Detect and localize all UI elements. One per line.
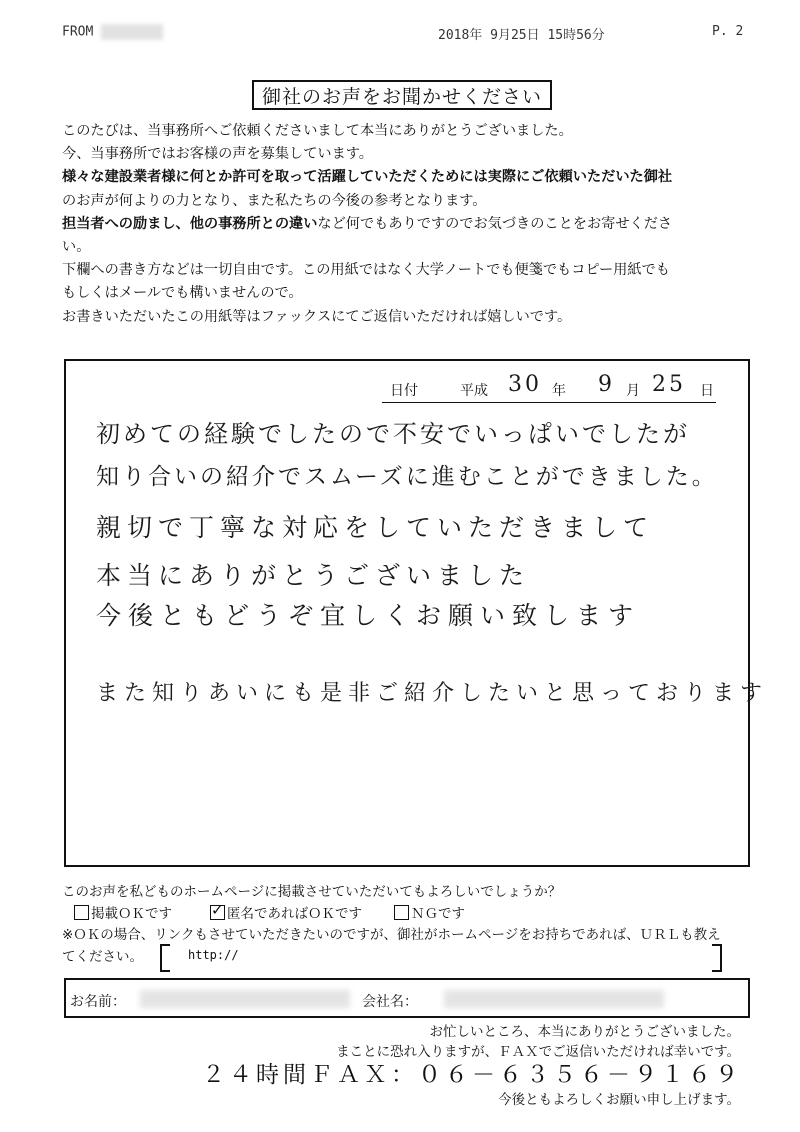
url-bracket-left — [160, 944, 170, 972]
contact-box — [64, 978, 750, 1018]
handwritten-line: 今後ともどうぞ宜しくお願い致します — [96, 601, 641, 630]
handwritten-line: また知りあいにも是非ご紹介したいと思っております — [96, 681, 769, 706]
closing-text: 今後ともよろしくお願い申し上げます。 — [498, 1092, 740, 1108]
handwritten-line: 本当にありがとうございました — [96, 561, 531, 590]
month-unit: 月 — [626, 383, 640, 399]
fax-page-number: P. 2 — [712, 24, 744, 39]
url-bracket-right — [712, 944, 722, 972]
intro-line: 下欄への書き方などは一切自由です。この用紙ではなく大学ノートでも便箋でもコピー用紙でも — [62, 262, 670, 279]
thanks-text: お忙しいところ、本当にありがとうございました。 — [429, 1024, 740, 1040]
era-label: 平成 — [460, 383, 488, 399]
intro-line: 様々な建設業者様に何とか許可を取って活躍していただくためには実際にご依頼いただいた御社 — [62, 169, 673, 186]
intro-line: 担当者への励まし、他の事務所との違いなど何でもありですのでお気づきのことをお寄せくださ — [62, 215, 673, 232]
intro-line: い。 — [62, 239, 91, 256]
company-label: 会社名： — [362, 994, 418, 1010]
option-publish-ok[interactable]: 掲載ＯＫです — [74, 902, 172, 922]
intro-line: お書きいただいたこの用紙等はファックスにてご返信いただければ嬉しいです。 — [62, 308, 572, 325]
checkbox[interactable] — [394, 905, 409, 920]
company-field-redacted[interactable] — [444, 990, 664, 1008]
intro-line: 今、当事務所ではお客様の声を募集しています。 — [62, 146, 373, 163]
intro-line: のお声が何よりの力となり、また私たちの今後の参考となります。 — [62, 192, 487, 209]
redacted-sender — [101, 24, 163, 40]
fax-from: FROM — [62, 24, 163, 40]
option-anonymous-ok[interactable]: ✓ 匿名であればＯＫです — [210, 902, 362, 922]
fax-number: ２４時間ＦＡＸ：０６－６３５６－９１６９ — [202, 1062, 742, 1088]
name-field-redacted[interactable] — [140, 990, 350, 1008]
url-field[interactable] — [160, 944, 722, 970]
date-day: 25 — [652, 372, 686, 397]
year-unit: 年 — [552, 383, 566, 399]
fax-request-text: まことに恐れ入りますが、ＦＡＸでご返信いただければ幸いです。 — [336, 1044, 740, 1060]
intro-text — [62, 120, 752, 329]
handwritten-line: 知り合いの紹介でスムーズに進むことができました。 — [96, 464, 718, 490]
day-unit: 日 — [700, 383, 714, 399]
name-label: お名前： — [70, 994, 126, 1010]
option-ng[interactable]: ＮＧです — [394, 902, 465, 922]
handwritten-line: 初めての経験でしたので不安でいっぱいでしたが — [96, 420, 690, 448]
date-label: 日付 — [390, 383, 418, 399]
url-value: http:// — [188, 948, 239, 962]
date-line — [382, 372, 716, 403]
intro-line: このたびは、当事務所へご依頼くださいまして本当にありがとうございました。 — [62, 123, 573, 139]
checkbox-checked[interactable] — [210, 905, 225, 920]
date-month: 9 — [598, 372, 615, 397]
date-year: 30 — [508, 372, 542, 397]
handwritten-line: 親切で丁寧な対応をしていただきまして — [96, 513, 655, 542]
link-note-line: ※ＯＫの場合、リンクもさせていただきたいのですが、御社がホームページをお持ちであれば、ＵＲＬも教え — [62, 927, 721, 943]
permission-question: このお声を私どものホームページに掲載させていただいてもよろしいでしょうか？ — [62, 884, 562, 900]
checkbox[interactable] — [74, 905, 89, 920]
fax-timestamp: 2018年 9月25日 15時56分 — [438, 28, 605, 43]
form-title: 御社のお声をお聞かせください — [252, 80, 552, 110]
link-note-line: てください。 — [62, 949, 143, 965]
intro-line: もしくはメールでも構いませんので。 — [62, 285, 303, 302]
